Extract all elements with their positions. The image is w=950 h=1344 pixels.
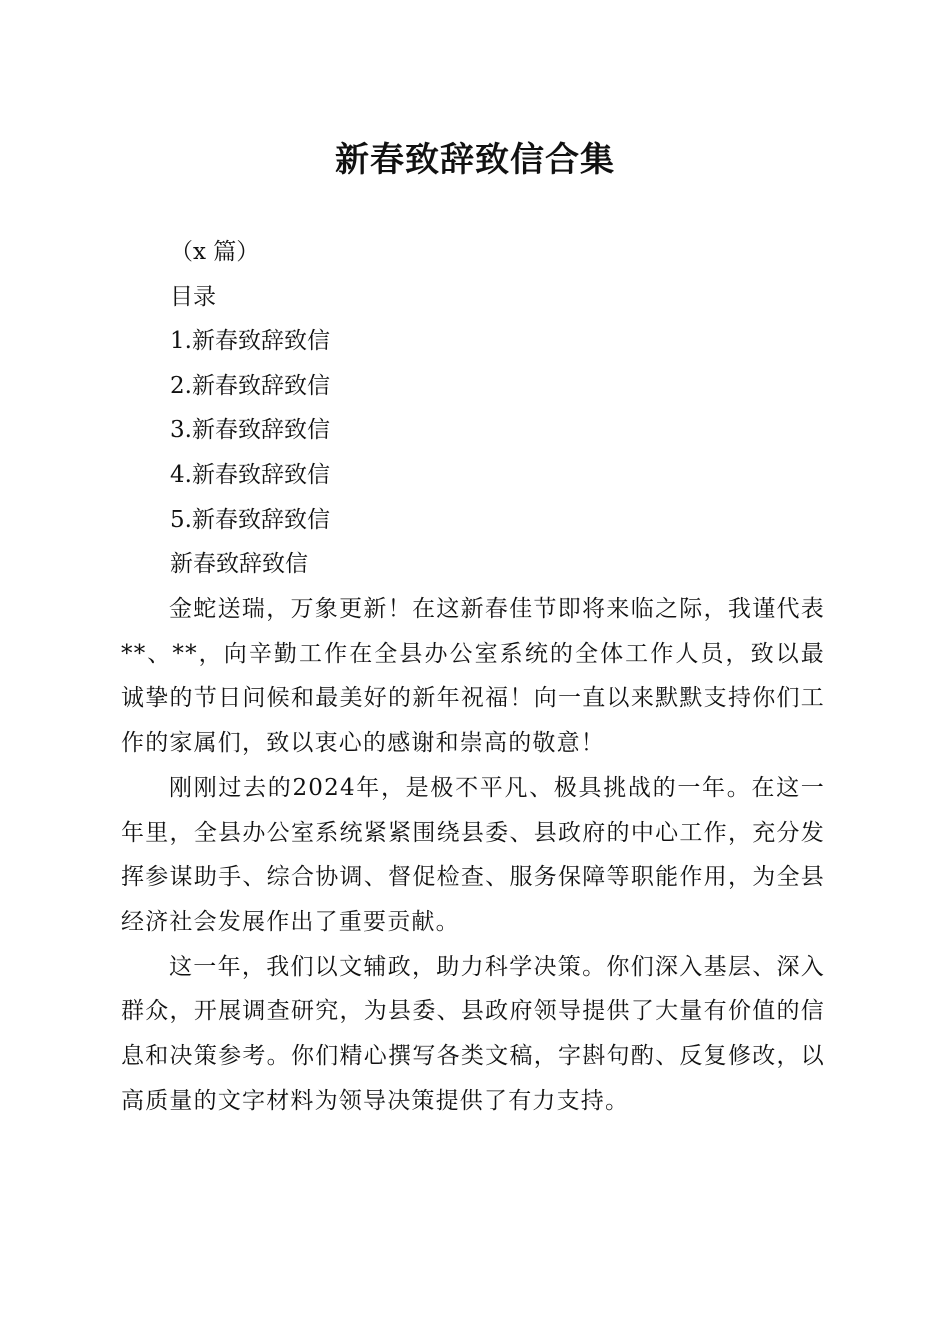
toc-item: 4.新春致辞致信	[170, 461, 330, 488]
body-paragraph: 刚刚过去的2024年，是极不平凡、极具挑战的一年。在这一年里，全县办公室系统紧紧围绕县委、县政府的中心工作，充分发挥参谋助手、综合协调、督促检查、服务保障等职能作用，为全县经济社会发展作出了重要贡献。	[121, 774, 825, 935]
body-paragraph: 这一年，我们以文辅政，助力科学决策。你们深入基层、深入群众，开展调查研究，为县委、县政府领导提供了大量有价值的信息和决策参考。你们精心撰写各类文稿，字斟句酌、反复修改，以高质量的文字材料为领导决策提供了有力支持。	[121, 953, 825, 1114]
letter-body	[121, 587, 825, 1123]
table-of-contents	[170, 230, 830, 587]
toc-item: 2.新春致辞致信	[170, 372, 330, 399]
document-title: 新春致辞致信合集	[335, 140, 615, 180]
toc-heading: 目录	[170, 283, 216, 310]
count-note: （x 篇）	[170, 239, 260, 265]
section-title: 新春致辞致信	[170, 551, 308, 578]
toc-item: 1.新春致辞致信	[170, 328, 330, 355]
body-paragraph: 金蛇送瑞，万象更新！在这新春佳节即将来临之际，我谨代表**、**，向辛勤工作在全县办公室系统的全体工作人员，致以最诚挚的节日问候和最美好的新年祝福！向一直以来默默支持你们工作的家属们，致以衷心的感谢和崇高的敬意！	[121, 596, 825, 757]
toc-item: 3.新春致辞致信	[170, 417, 330, 444]
toc-item: 5.新春致辞致信	[170, 506, 330, 533]
